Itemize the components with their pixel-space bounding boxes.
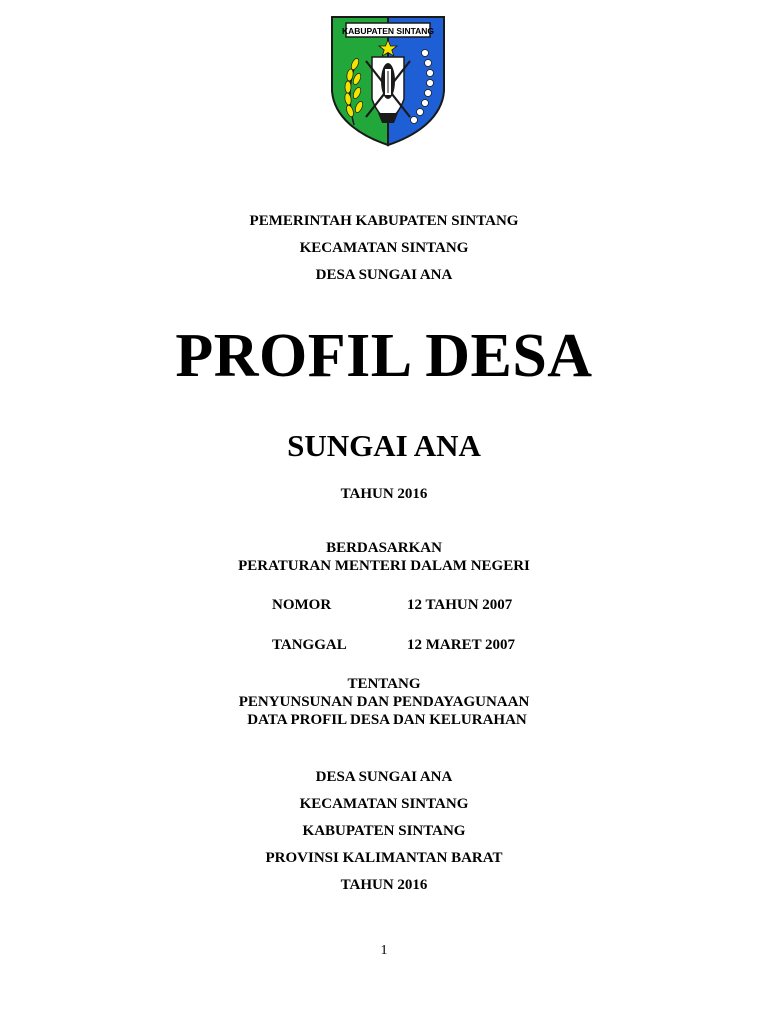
document-year: TAHUN 2016 [340,486,428,502]
tanggal-label: TANGGAL [272,637,347,653]
about-line-1: TENTANG [347,676,421,692]
document-title: PROFIL DESA [175,322,593,390]
basis-line-1: BERDASARKAN [326,540,442,556]
document-subtitle: SUNGAI ANA [287,428,481,463]
about-line-3: DATA PROFIL DESA DAN KELURAHAN [247,712,527,728]
nomor-label: NOMOR [272,597,332,613]
basis-line-2: PERATURAN MENTERI DALAM NEGERI [238,558,530,574]
header-line-government: PEMERINTAH KABUPATEN SINTANG [249,213,519,229]
footer-line-regency: KABUPATEN SINTANG [302,823,466,839]
about-line-2: PENYUNSUNAN DAN PENDAYAGUNAAN [238,694,530,710]
footer-line-province: PROVINSI KALIMANTAN BARAT [265,850,503,866]
tanggal-value: 12 MARET 2007 [407,637,516,653]
emblem-banner-text: KABUPATEN SINTANG [341,26,435,36]
nomor-value: 12 TAHUN 2007 [407,597,513,613]
kabupaten-sintang-emblem [328,13,448,149]
footer-line-year: TAHUN 2016 [340,877,428,893]
header-line-village: DESA SUNGAI ANA [315,267,453,283]
footer-line-district: KECAMATAN SINTANG [299,796,469,812]
footer-line-village: DESA SUNGAI ANA [315,769,453,785]
page-number: 1 [380,943,388,958]
header-line-district: KECAMATAN SINTANG [299,240,469,256]
